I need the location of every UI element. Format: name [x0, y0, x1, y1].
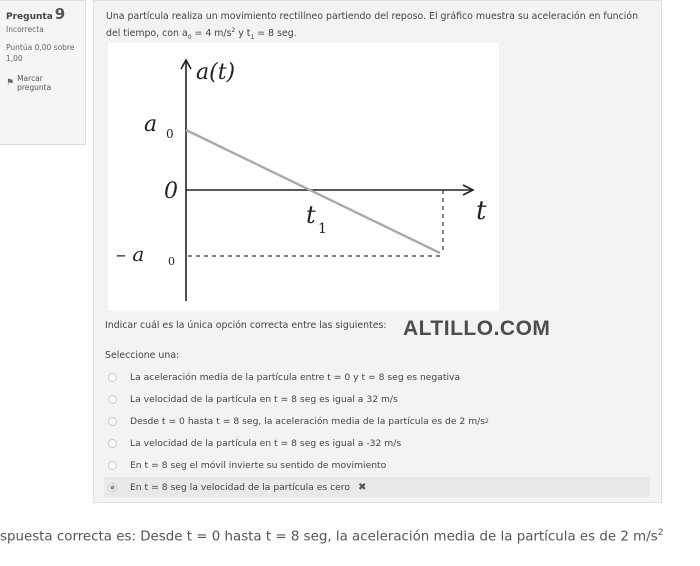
- prompt-text: Indicar cuál es la única opción correcta entre las siguientes:: [105, 320, 387, 331]
- radio-button[interactable]: [108, 417, 117, 426]
- question-text-part2: = 4 m/s: [191, 28, 232, 40]
- neg-a0-label: – a: [116, 242, 145, 266]
- y-axis-label: a(t): [196, 60, 236, 85]
- question-grade: Puntúa 0,00 sobre 1,00: [6, 43, 75, 63]
- correct-answer-feedback: [0, 528, 700, 544]
- radio-button-selected[interactable]: [108, 483, 117, 492]
- question-state: Incorrecta: [6, 25, 44, 34]
- question-info-panel: [0, 0, 86, 145]
- option-text: La aceleración media de la partícula entre t = 0 y t = 8 seg es negativa: [130, 371, 461, 383]
- acceleration-graph-svg: [108, 43, 499, 311]
- a0-subscript: 0: [187, 34, 192, 41]
- answer-option-3[interactable]: [104, 411, 650, 431]
- answer-option-2[interactable]: [104, 389, 650, 409]
- radio-button[interactable]: [108, 439, 117, 448]
- question-word: Pregunta: [6, 12, 53, 22]
- neg-a0-label-sub: 0: [168, 255, 175, 268]
- option-text: La velocidad de la partícula en t = 8 seg es igual a -32 m/s: [130, 437, 402, 449]
- flag-question-label: Marcar pregunta: [17, 74, 52, 92]
- zero-label: 0: [164, 179, 178, 204]
- radio-button[interactable]: [108, 461, 117, 470]
- answer-option-6[interactable]: [104, 477, 650, 497]
- option-text: Desde t = 0 hasta t = 8 seg, la aceleración media de la partícula es de 2 m/s: [130, 415, 486, 427]
- question-text-part3: y t: [235, 28, 251, 40]
- answer-option-1[interactable]: [104, 367, 650, 387]
- question-text: [106, 10, 651, 45]
- acceleration-graph: [108, 43, 499, 311]
- option-text: La velocidad de la partícula en t = 8 seg es igual a 32 m/s: [130, 393, 398, 405]
- unit-superscript: 2: [231, 27, 236, 34]
- answer-option-5[interactable]: [104, 455, 650, 475]
- feedback-superscript: 2: [657, 528, 664, 538]
- radio-button[interactable]: [108, 373, 117, 382]
- a0-label-sub: 0: [166, 127, 174, 141]
- question-content: [93, 0, 662, 503]
- option-text: En t = 8 seg el móvil invierte su sentido de movimiento: [130, 459, 387, 471]
- a0-label: a: [144, 112, 158, 137]
- question-text-part1: Una partícula realiza un movimiento rectilíneo partiendo del reposo. El gráfico muestra su aceleración en función del tiempo, con a: [106, 11, 639, 40]
- feedback-text: spuesta correcta es: Desde t = 0 hasta t = 8 seg, la aceleración media de la partícula es de 2 m/s: [0, 529, 658, 545]
- answer-option-4[interactable]: [104, 433, 650, 453]
- option-superscript: 2: [485, 417, 489, 425]
- question-number-label: [6, 5, 79, 23]
- t1-label-sub: 1: [318, 221, 327, 237]
- radio-button[interactable]: [108, 395, 117, 404]
- question-text-part4: = 8 seg.: [254, 28, 297, 40]
- t1-label: t: [306, 201, 316, 229]
- flag-question-link[interactable]: [6, 74, 79, 92]
- x-axis-label: t: [476, 196, 487, 226]
- select-one-label: Seleccione una:: [105, 350, 180, 361]
- t1-subscript: 1: [250, 34, 255, 41]
- incorrect-icon: ✖: [357, 481, 367, 493]
- question-number: 9: [54, 5, 66, 23]
- watermark: ALTILLO.COM: [403, 317, 551, 340]
- acceleration-line: [186, 130, 440, 253]
- flag-icon: ⚑: [6, 78, 15, 88]
- option-text: En t = 8 seg la velocidad de la partícula es cero: [130, 481, 350, 493]
